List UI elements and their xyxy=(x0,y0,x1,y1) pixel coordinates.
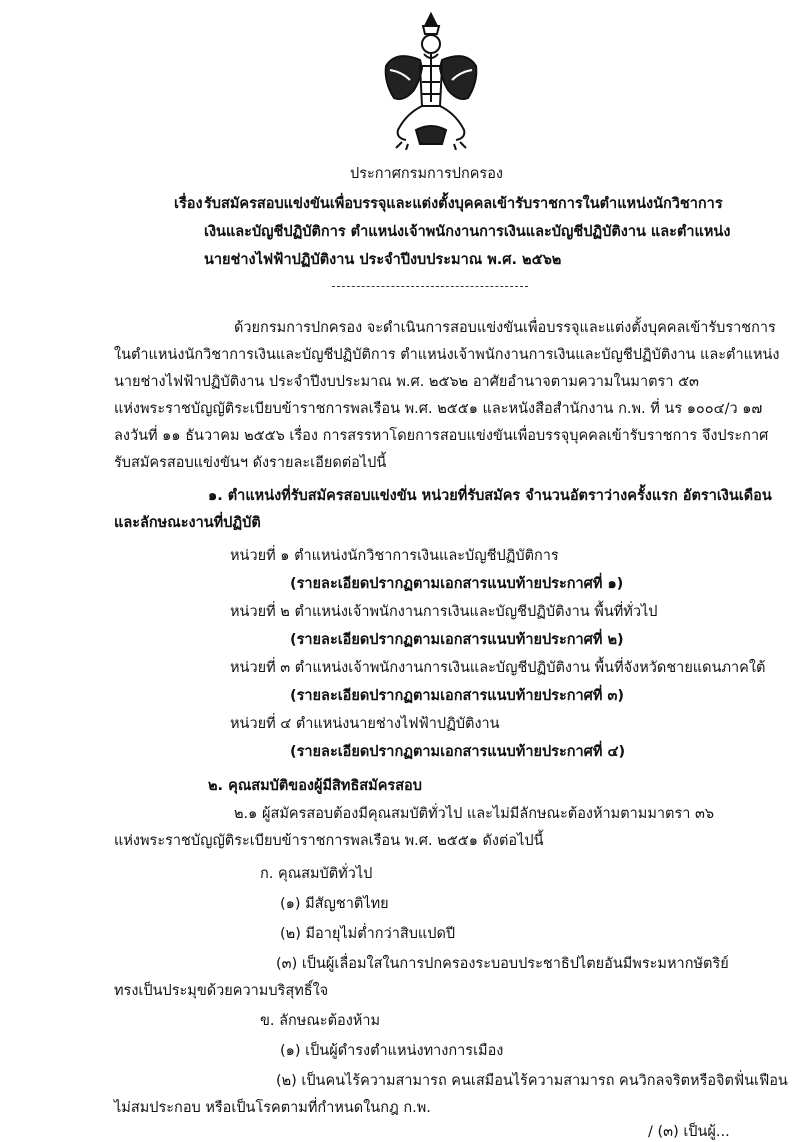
unit-3-detail: (รายละเอียดปรากฏตามเอกสารแนบท้ายประกาศที่ ๓) xyxy=(290,688,625,704)
prohibited-item-2-cont: ไม่สมประกอบ หรือเป็นโรคตามที่กำหนดในกฎ ก.พ. xyxy=(114,1100,431,1116)
garuda-emblem-icon xyxy=(376,10,486,150)
general-qualifications-label: ก. คุณสมบัติทั่วไป xyxy=(260,866,373,882)
continuation-note: / (๓) เป็นผู้... xyxy=(648,1124,730,1140)
general-item-3: (๓) เป็นผู้เลื่อมใสในการปกครองระบอบประชาธิปไตยอันมีพระมหากษัตริย์ xyxy=(276,956,729,972)
general-item-3-cont: ทรงเป็นประมุขด้วยความบริสุทธิ์ใจ xyxy=(114,983,329,999)
unit-4-detail: (รายละเอียดปรากฏตามเอกสารแนบท้ายประกาศที่ ๔) xyxy=(290,744,626,760)
section2-para-line-2: แห่งพระราชบัญญัติระเบียบข้าราชการพลเรือน พ.ศ. ๒๕๕๑ ดังต่อไปนี้ xyxy=(114,833,544,849)
prohibited-item-1: (๑) เป็นผู้ดำรงตำแหน่งทางการเมือง xyxy=(280,1043,504,1059)
unit-2-detail: (รายละเอียดปรากฏตามเอกสารแนบท้ายประกาศที่ ๒) xyxy=(290,632,624,648)
section2-heading: ๒. คุณสมบัติของผู้มีสิทธิสมัครสอบ xyxy=(208,778,422,794)
intro-line-6: รับสมัครสอบแข่งขันฯ ดังรายละเอียดต่อไปนี้ xyxy=(114,455,387,471)
subject-line-3: นายช่างไฟฟ้าปฏิบัติงาน ประจำปีงบประมาณ พ.ศ. ๒๕๖๒ xyxy=(204,252,562,268)
section2-para-line-1: ๒.๑ ผู้สมัครสอบต้องมีคุณสมบัติทั่วไป และไม่มีลักษณะต้องห้ามตามมาตรา ๓๖ xyxy=(234,806,715,822)
unit-1: หน่วยที่ ๑ ตำแหน่งนักวิชาการเงินและบัญชีปฏิบัติการ xyxy=(230,548,559,564)
unit-3: หน่วยที่ ๓ ตำแหน่งเจ้าพนักงานการเงินและบัญชีปฏิบัติงาน พื้นที่จังหวัดชายแดนภาคใต้ xyxy=(230,660,766,676)
prohibited-label: ข. ลักษณะต้องห้าม xyxy=(260,1013,381,1029)
intro-line-4: แห่งพระราชบัญญัติระเบียบข้าราชการพลเรือน พ.ศ. ๒๕๕๑ และหนังสือสำนักงาน ก.พ. ที่ นร ๑๐๐๔/ว ๑๗ xyxy=(114,401,763,417)
general-item-1: (๑) มีสัญชาติไทย xyxy=(280,896,389,912)
prohibited-item-2: (๒) เป็นคนไร้ความสามารถ คนเสมือนไร้ความสามารถ คนวิกลจริตหรือจิตฟั่นเฟือน xyxy=(276,1073,788,1089)
unit-4: หน่วยที่ ๔ ตำแหน่งนายช่างไฟฟ้าปฏิบัติงาน xyxy=(230,716,500,732)
intro-line-3: นายช่างไฟฟ้าปฏิบัติงาน ประจำปีงบประมาณ พ.ศ. ๒๕๖๒ อาศัยอำนาจตามความในมาตรา ๕๓ xyxy=(114,374,699,390)
unit-2: หน่วยที่ ๒ ตำแหน่งเจ้าพนักงานการเงินและบัญชีปฏิบัติงาน พื้นที่ทั่วไป xyxy=(230,604,658,620)
org-title: ประกาศกรมการปกครอง xyxy=(350,166,504,182)
subject-line-1: รับสมัครสอบแข่งขันเพื่อบรรจุและแต่งตั้งบุคคลเข้ารับราชการในตำแหน่งนักวิชาการ xyxy=(204,196,723,212)
section1-heading-line-2: และลักษณะงานที่ปฏิบัติ xyxy=(114,515,261,531)
intro-line-2: ในตำแหน่งนักวิชาการเงินและบัญชีปฏิบัติการ ตำแหน่งเจ้าพนักงานการเงินและบัญชีปฏิบัติงาน และตำแหน่ง xyxy=(114,347,780,363)
header-divider xyxy=(332,286,528,287)
general-item-2: (๒) มีอายุไม่ต่ำกว่าสิบแปดปี xyxy=(280,926,456,942)
intro-line-1: ด้วยกรมการปกครอง จะดำเนินการสอบแข่งขันเพื่อบรรจุและแต่งตั้งบุคคลเข้ารับราชการ xyxy=(234,320,776,336)
unit-1-detail: (รายละเอียดปรากฏตามเอกสารแนบท้ายประกาศที่ ๑) xyxy=(290,576,624,592)
subject-label: เรื่อง xyxy=(174,196,203,212)
subject-line-2: เงินและบัญชีปฏิบัติการ ตำแหน่งเจ้าพนักงานการเงินและบัญชีปฏิบัติงาน และตำแหน่ง xyxy=(204,224,731,240)
intro-line-5: ลงวันที่ ๑๑ ธันวาคม ๒๕๕๖ เรื่อง การสรรหาโดยการสอบแข่งขันเพื่อบรรจุบุคคลเข้ารับราชการ จึงประกาศ xyxy=(114,428,769,444)
section1-heading-line-1: ๑. ตำแหน่งที่รับสมัครสอบแข่งขัน หน่วยที่รับสมัคร จำนวนอัตราว่างครั้งแรก อัตราเงินเดือน xyxy=(208,488,772,504)
